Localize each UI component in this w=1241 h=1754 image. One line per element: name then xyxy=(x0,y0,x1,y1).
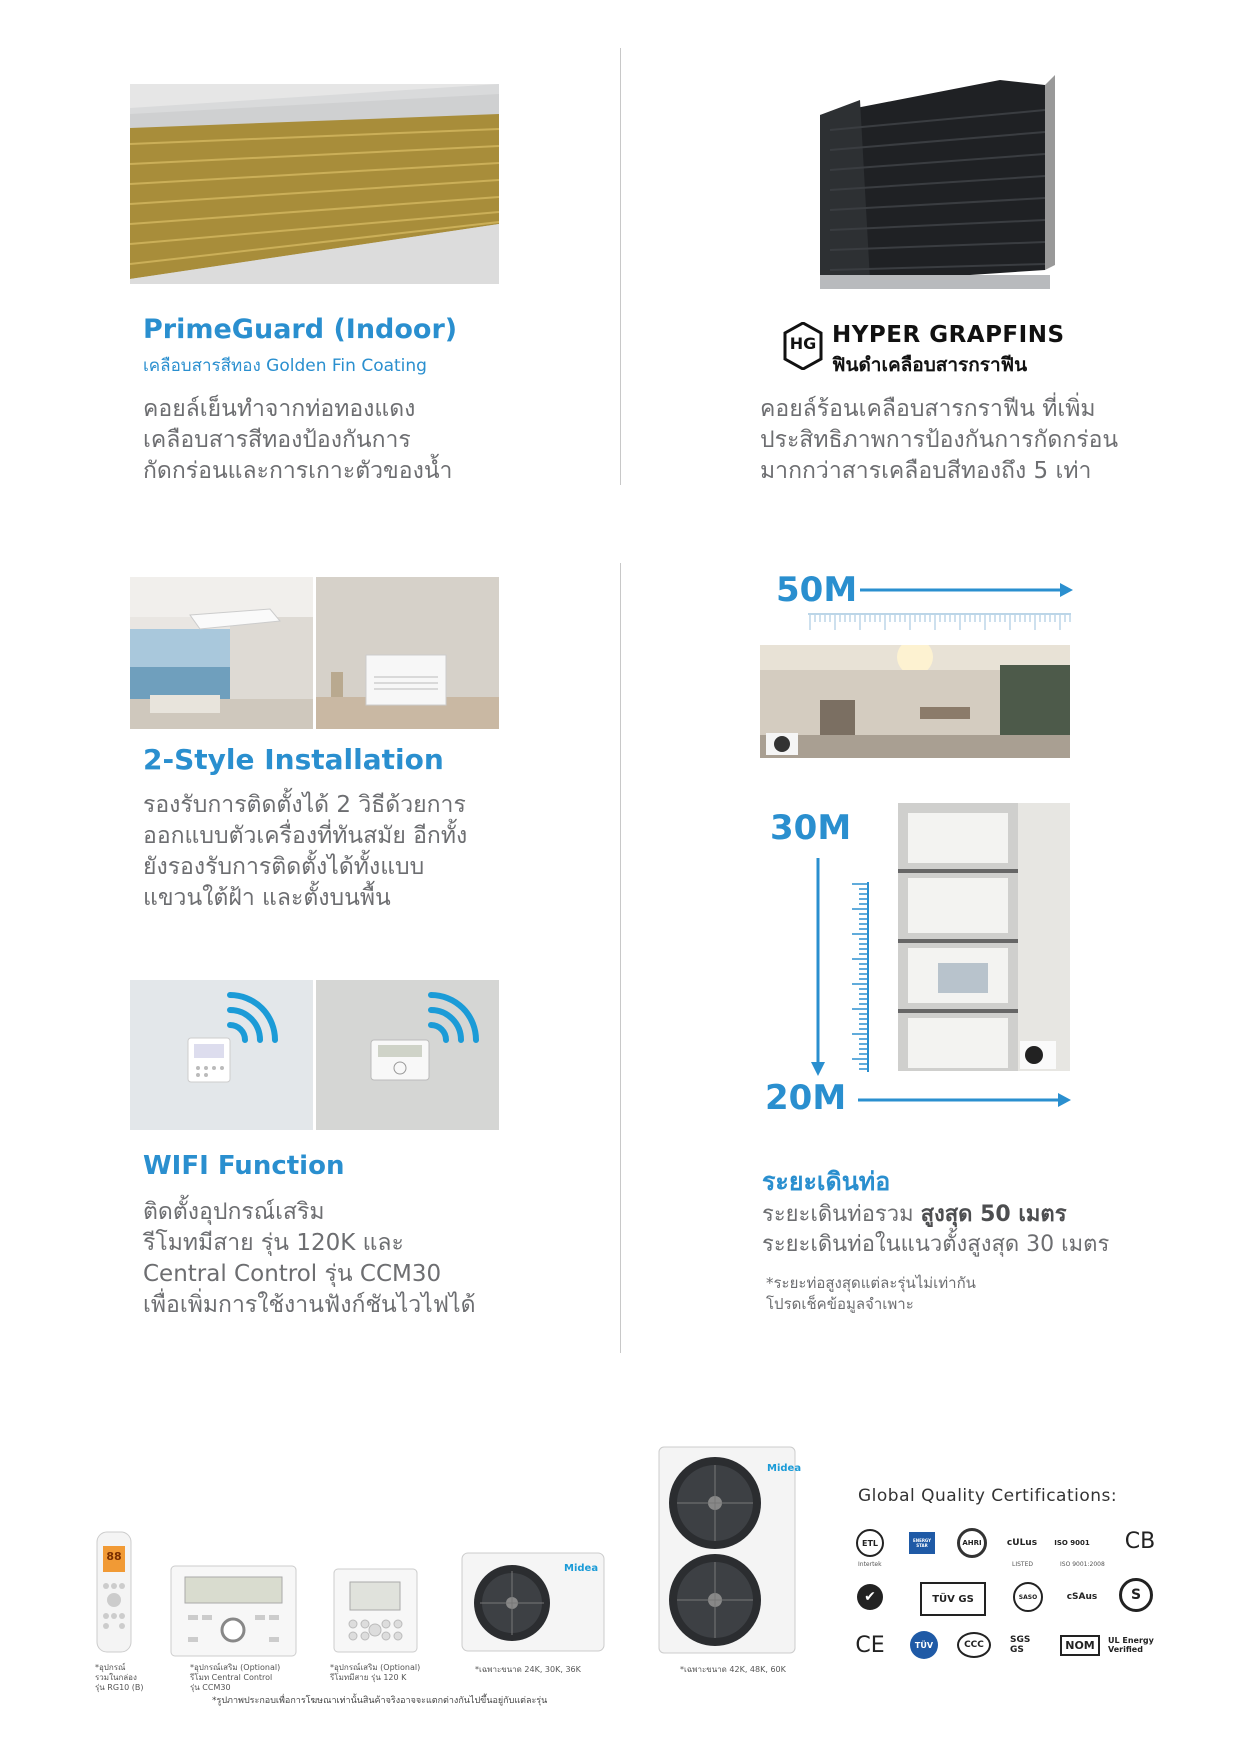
wifi-body: ติดตั้งอุปกรณ์เสริม รีโมทมีสาย รุ่น 120K และ Central Control รุ่น CCM30 เพื่อเพิ่มการใช้งานฟังก์ชันไวไฟได้ xyxy=(143,1199,476,1318)
divider-top xyxy=(620,48,621,485)
iso-cert-icon: ISO 9001 xyxy=(1054,1539,1090,1547)
graphene-body: คอยล์ร้อนเคลือบสารกราฟีน ที่เพิ่ม ประสิทธิภาพการป้องกันการกัดกร่อน มากกว่าสารเคลือบสีทองถึง 5 เท่า xyxy=(760,396,1119,484)
csa-cert-icon: cSAus xyxy=(1066,1592,1098,1602)
piping-line1-prefix: ระยะเดินท่อรวม xyxy=(762,1202,921,1227)
piping-note: *ระยะท่อสูงสุดแต่ละรุ่นไม่เท่ากัน โปรดเช็คข้อมูลจำเพาะ xyxy=(766,1274,976,1313)
cert-sub-iso: ISO 9001:2008 xyxy=(1060,1561,1105,1568)
sgs-gs-cert-icon: SGS GS xyxy=(1010,1635,1031,1655)
wifi-title: WIFI Function xyxy=(143,1151,345,1181)
horizontal-ruler-icon xyxy=(808,612,1071,634)
wifi-remote-photo-left xyxy=(130,980,313,1130)
wired-remote-120k-image xyxy=(333,1568,418,1653)
caption-outdoor-large: *เฉพาะขนาด 42K, 48K, 60K xyxy=(680,1665,786,1674)
remote-rg10-image xyxy=(95,1530,133,1655)
cert-sub-intertek: Intertek xyxy=(858,1561,882,1568)
divider-middle xyxy=(620,563,621,1353)
outdoor-unit-small-image xyxy=(460,1545,610,1655)
installation-title: 2-Style Installation xyxy=(143,743,444,776)
label-30m: 30M xyxy=(770,808,852,848)
ceiling-install-photo xyxy=(130,577,313,729)
vertical-ruler-icon xyxy=(850,882,870,1072)
s-mark-cert-icon: S xyxy=(1118,1580,1154,1610)
brand-logo-large: Midea xyxy=(767,1463,802,1474)
label-50m: 50M xyxy=(776,570,858,610)
certifications-title: Global Quality Certifications: xyxy=(858,1486,1118,1506)
hg-logo-mark: HG xyxy=(789,334,817,353)
installation-body: รองรับการติดตั้งได้ 2 วิธีด้วยการ ออกแบบตัวเครื่องที่ทันสมัย อีกทั้ง ยังรองรับการติดตั้งได้ทั้งแบบ แขวนใต้ฝ้า และตั้งบนพื้น xyxy=(143,792,468,911)
saso-cert-icon: SASO xyxy=(1010,1582,1046,1612)
piping-title: ระยะเดินท่อ xyxy=(762,1167,891,1196)
tuv-cert-icon: TÜV xyxy=(906,1630,942,1660)
cert-sub-listed: LISTED xyxy=(1012,1561,1033,1568)
product-footnote: *รูปภาพประกอบเพื่อการโฆษณาเท่านั้นสินค้าจริงอาจจะแตกต่างกันไปขึ้นอยู่กับแต่ละรุ่น xyxy=(212,1696,548,1706)
outdoor-unit-graphene-image xyxy=(800,70,1065,310)
floor-install-photo xyxy=(316,577,499,729)
primeguard-body: คอยล์เย็นทำจากท่อทองแดง เคลือบสารสีทองป้องกันการ กัดกร่อนและการเกาะตัวของน้ำ xyxy=(143,396,453,484)
caption-outdoor-small: *เฉพาะขนาด 24K, 30K, 36K xyxy=(475,1665,581,1674)
nom-cert-icon: NOM xyxy=(1062,1630,1098,1660)
caption-120k: *อุปกรณ์เสริม (Optional) รีโมทมีสาย รุ่น 120 K xyxy=(330,1663,421,1682)
etl-cert-icon: ETL xyxy=(852,1528,888,1558)
arrow-20m-icon xyxy=(858,1090,1073,1110)
energy-star-cert-icon: ENERGY STAR xyxy=(904,1528,940,1558)
building-floors-photo xyxy=(898,803,1070,1071)
check-cert-icon: ✔ xyxy=(852,1582,888,1612)
tuv-gs-cert-icon: TÜV GS xyxy=(920,1582,986,1616)
ccc-cert-icon: CCC xyxy=(956,1630,992,1660)
hyper-grapfins-title: HYPER GRAPFINS xyxy=(832,322,1065,348)
arrow-50m-icon xyxy=(860,580,1075,600)
outdoor-unit-large-image xyxy=(655,1445,805,1655)
primeguard-subtitle: เคลือบสารสีทอง Golden Fin Coating xyxy=(143,356,427,376)
caption-rg10: *อุปกรณ์ รวมในกล่อง รุ่น RG10 (B) xyxy=(95,1663,144,1692)
arrow-down-icon xyxy=(808,858,828,1078)
cb-cert-icon: CB xyxy=(1124,1528,1156,1554)
brand-logo-small: Midea xyxy=(564,1563,599,1574)
culus-cert-icon: cULus xyxy=(1006,1538,1038,1548)
hyper-grapfins-subtitle: ฟินดำเคลือบสารกราฟีน xyxy=(832,354,1028,376)
ul-energy-verified-cert-icon: UL Energy Verified xyxy=(1108,1636,1154,1654)
piping-line2: ระยะเดินท่อในแนวตั้งสูงสุด 30 เมตร xyxy=(762,1232,1110,1257)
central-control-ccm30-image xyxy=(170,1565,297,1657)
label-20m: 20M xyxy=(765,1078,847,1118)
wifi-remote-photo-right xyxy=(316,980,499,1130)
golden-fin-coil-image xyxy=(130,84,499,284)
primeguard-title: PrimeGuard (Indoor) xyxy=(143,314,458,345)
ce-cert-icon: CE xyxy=(855,1632,885,1658)
ahri-cert-icon: AHRI xyxy=(954,1528,990,1558)
hg-logo-icon xyxy=(783,322,823,370)
piping-line1-bold: สูงสุด 50 เมตร xyxy=(920,1202,1067,1227)
caption-ccm30: *อุปกรณ์เสริม (Optional) รีโมท Central Control รุ่น CCM30 xyxy=(190,1663,281,1692)
remote-display-text: 88 xyxy=(106,1550,122,1563)
office-room-photo xyxy=(760,645,1070,758)
